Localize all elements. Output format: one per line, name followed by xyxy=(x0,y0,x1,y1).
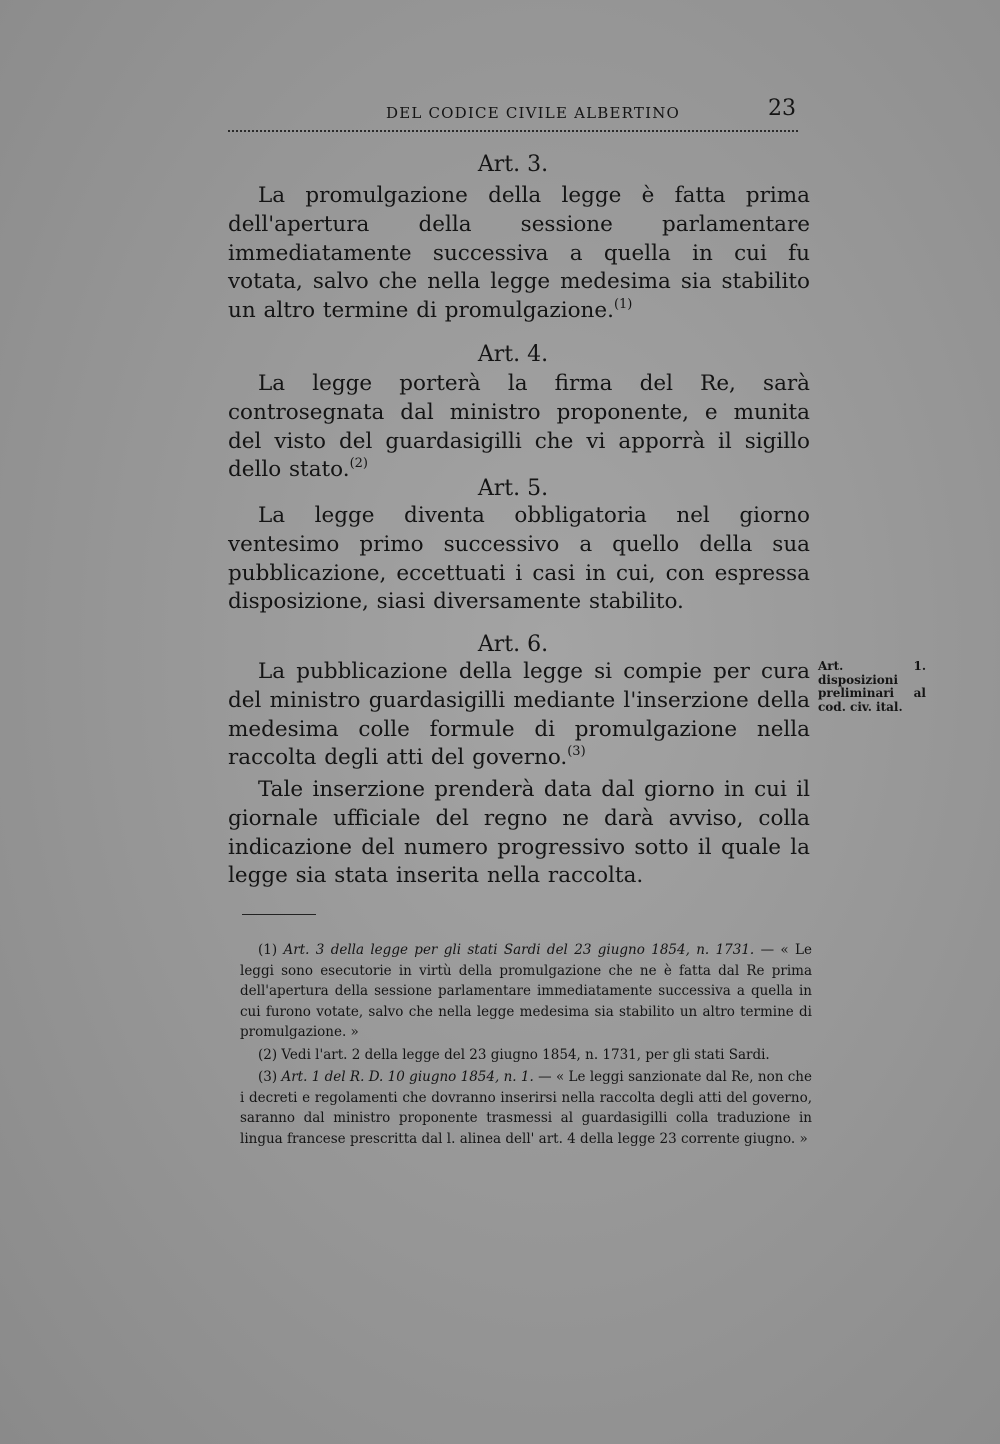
running-head-title: DEL CODICE CIVILE ALBERTINO xyxy=(386,104,681,122)
footnote-text: — « Le leggi sono esecutorie in virtù della promulgazione che ne è fatta dal Re prima dell'apertura della sessione parlamentare immediatamente successiva a quella in cui furono votate, salvo che nella legge medesima sia stabilito un altro termine di promulgazione. » xyxy=(240,942,812,1040)
article-heading: Art. 4. xyxy=(477,342,549,367)
article-heading: Art. 6. xyxy=(477,632,549,657)
article-text xyxy=(228,370,810,485)
article-heading: Art. 3. xyxy=(477,152,549,177)
article-body: La promulgazione della legge è fatta prima dell'apertura della sessione parlamentare immediatamente successiva a quella in cui fu votata, salvo che nella legge medesima sia stabilito un altro termine di promulgazione. xyxy=(228,183,810,324)
footnote-marker: (1) xyxy=(258,942,278,958)
footnote-marker: (2) xyxy=(258,1046,278,1063)
article-text-continued xyxy=(228,776,810,891)
article-body: Tale inserzione prenderà data dal giorno in cui il giornale ufficiale del regno ne darà avviso, colla indicazione del numero progressivo sotto il quale la legge sia stata inserita nella raccolta. xyxy=(228,777,810,889)
footnote-marker: (3) xyxy=(258,1069,278,1085)
article-text xyxy=(228,658,810,773)
page-number: 23 xyxy=(768,96,796,121)
article-heading: Art. 5. xyxy=(477,476,549,501)
article-body: La pubblicazione della legge si compie per cura del ministro guardasigilli mediante l'inserzione della medesima colle formule di promulgazione nella raccolta degli atti del governo. xyxy=(228,659,810,771)
footnote-ref: (1) xyxy=(613,297,633,313)
footnote-text: — « Le leggi sanzionate dal Re, non che i decreti e regolamenti che dovranno inserirsi nella raccolta degli atti del governo, saranno dal ministro proponente trasmessi al guardasigilli colla traduzione in lingua francese prescritta dal l. alinea dell' art. 4 della legge 23 corrente giugno. » xyxy=(240,1069,812,1147)
footnote-citation: Art. 1 del R. D. 10 giugno 1854, n. 1. xyxy=(281,1069,534,1085)
article-body: La legge porterà la firma del Re, sarà controsegnata dal ministro proponente, e munita del visto del guardasigilli che vi apporrà il sigillo dello stato. xyxy=(228,371,810,483)
footnote-ref: (2) xyxy=(349,456,368,472)
article-text xyxy=(228,182,810,326)
article-body: La legge diventa obbligatoria nel giorno ventesimo primo successivo a quello della sua pubblicazione, eccettuati i casi in cui, con espressa disposizione, siasi diversamente stabilito. xyxy=(228,503,810,615)
footnote-text: Vedi l'art. 2 della legge del 23 giugno 1854, n. 1731, per gli stati Sardi. xyxy=(281,1046,770,1063)
footnote-citation: Art. 3 della legge per gli stati Sardi del 23 giugno 1854, n. 1731. xyxy=(283,942,755,958)
running-head xyxy=(228,96,798,132)
footnote xyxy=(240,1067,812,1149)
footnote-ref: (3) xyxy=(567,744,586,760)
footnotes xyxy=(240,940,812,1151)
footnote xyxy=(240,1045,812,1066)
margin-note: Art. 1. disposizioni preliminari al cod. civ. ital. xyxy=(818,659,926,714)
footnote xyxy=(240,940,812,1043)
article-text xyxy=(228,502,810,617)
footnote-rule xyxy=(242,914,316,915)
